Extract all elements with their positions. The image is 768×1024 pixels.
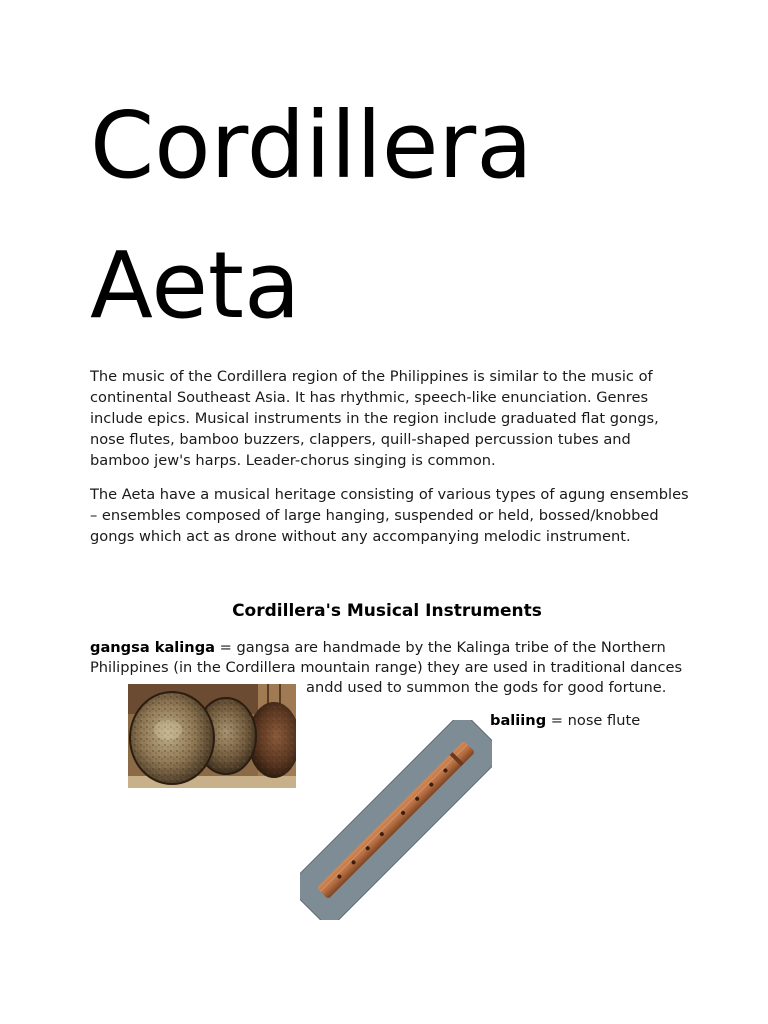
- gangsa-description-line-2: Philippines (in the Cordillera mountain range) they are used in traditional dances: [90, 659, 683, 676]
- title-line-2: Aeta: [90, 232, 301, 339]
- paragraph-aeta: The Aeta have a musical heritage consisting of various types of agung ensembles – ensembles composed of large hanging, suspended or held, bossed/knobbed gongs which act as drone without any accompanying melodic instrument.: [90, 486, 689, 545]
- gangsa-name: gangsa kalinga: [90, 639, 215, 656]
- flute-photo: [300, 720, 492, 920]
- paragraph-cordillera: The music of the Cordillera region of the Philippines is similar to the music of continental Southeast Asia. It has rhythmic, speech-like enunciation. Genres include epics. Musical instruments in the region include graduated flat gongs, nose flutes, bamboo buzzers, clappers, quill-shaped percussion tubes and bamboo jew's harps. Leader-chorus singing is common.: [90, 368, 659, 469]
- baliing-description: [490, 711, 640, 731]
- gong-photo: [128, 684, 296, 788]
- title-line-1: Cordillera: [90, 92, 533, 199]
- gangsa-text-1: = gangsa are handmade by the Kalinga tribe of the Northern: [215, 639, 666, 656]
- gangsa-description-line-1: [90, 638, 666, 658]
- gangsa-description-line-3: andd used to summon the gods for good fortune.: [306, 679, 667, 696]
- section-heading: Cordillera's Musical Instruments: [232, 601, 542, 621]
- baliing-name: baliing: [490, 712, 547, 729]
- baliing-text: = nose flute: [546, 712, 641, 729]
- gong-illustration: [128, 684, 296, 788]
- flute-illustration: [300, 720, 492, 920]
